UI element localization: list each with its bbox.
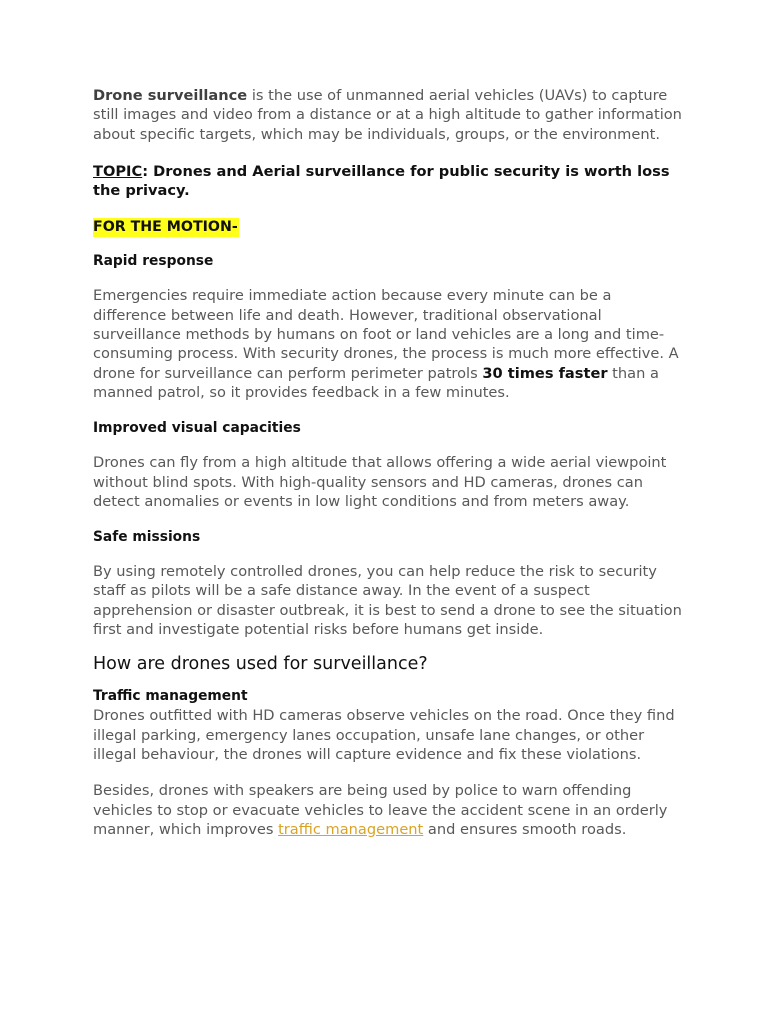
motion-heading-row	[93, 216, 683, 237]
traffic-paragraph-2-after: and ensures smooth roads.	[423, 820, 627, 838]
rapid-response-text-before: Emergencies require immediate action because every minute can be a difference between life and death. However, traditional observational surveillance methods by humans on foot or land vehicles are a long and time-consuming process. With security drones, the process is much more effective. A drone for surveillance can perform perimeter patrols	[93, 287, 679, 382]
rapid-response-emphasis: 30 times faster	[482, 364, 608, 382]
rapid-response-text-after: than a manned patrol, so it provides feedback in a few minutes.	[93, 364, 659, 401]
traffic-paragraph-1: Drones outfitted with HD cameras observe vehicles on the road. Once they find illegal parking, emergency lanes occupation, unsafe lane changes, or other illegal behaviour, the drones will capture evidence and fix these violations.	[93, 707, 675, 763]
intro-definition: is the use of unmanned aerial vehicles (UAVs) to capture still images and video from a distance or at a high altitude to gather information about specific targets, which may be individuals, groups, or the environment.	[93, 87, 682, 143]
visual-capacities-paragraph: Drones can fly from a high altitude that allows offering a wide aerial viewpoint without blind spots. With high-quality sensors and HD cameras, drones can detect anomalies or events in low light conditions and from meters away.	[93, 454, 667, 510]
topic-statement	[93, 162, 683, 201]
safe-missions-heading: Safe missions	[93, 529, 201, 546]
rapid-response-heading: Rapid response	[93, 253, 214, 270]
safe-missions-paragraph: By using remotely controlled drones, you can help reduce the risk to security staff as pilots will be a safe distance away. In the event of a suspect apprehension or disaster outbreak, it is best to send a drone to see the situation first and investigate potential risks before humans get inside.	[93, 563, 682, 639]
topic-label: TOPIC	[93, 162, 143, 180]
how-drones-used-heading: How are drones used for surveillance?	[93, 654, 428, 675]
traffic-management-link[interactable]: traffic management	[278, 820, 424, 838]
intro-term: Drone surveillance	[93, 87, 248, 104]
document-page	[93, 86, 683, 839]
traffic-paragraph-2	[93, 781, 683, 839]
visual-capacities-heading: Improved visual capacities	[93, 420, 301, 437]
topic-text: : Drones and Aerial surveillance for public security is worth loss the privacy.	[93, 162, 670, 200]
rapid-response-paragraph	[93, 286, 683, 402]
motion-heading: FOR THE MOTION-	[93, 219, 238, 236]
traffic-paragraph-2-before: Besides, drones with speakers are being used by police to warn offending vehicles to stop or evacuate vehicles to leave the accident scene in an orderly manner, which improves	[93, 782, 668, 838]
intro-paragraph	[93, 86, 683, 144]
traffic-management-heading: Traffic management	[93, 688, 248, 705]
